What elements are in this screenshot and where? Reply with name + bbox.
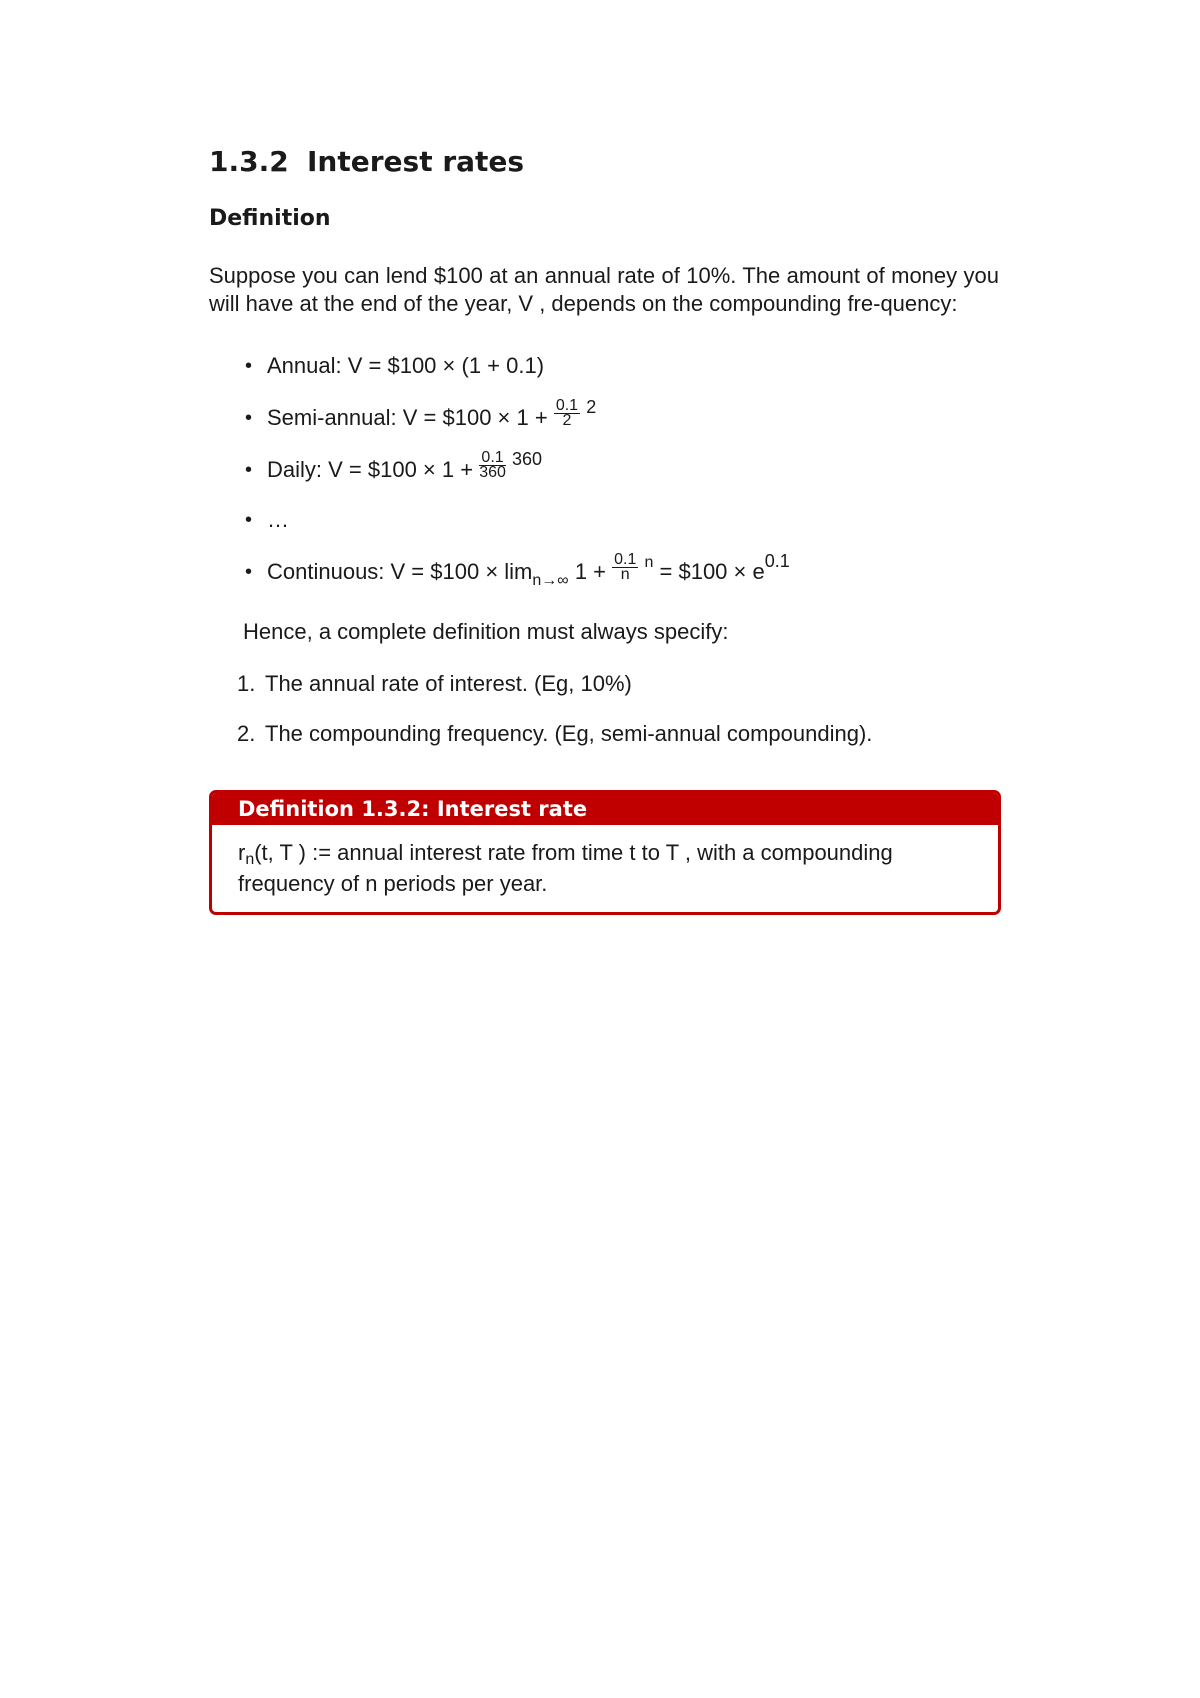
continuous-power: n: [644, 554, 654, 571]
semi-annual-formula: Semi-annual: V = $100 × 1 +: [267, 405, 554, 430]
fraction-denominator: n: [620, 565, 630, 583]
definition-box: [209, 790, 1001, 915]
continuous-fraction: [612, 550, 638, 583]
section-title: Interest rates: [307, 145, 525, 178]
section-heading: [209, 140, 999, 184]
section-number: 1.3.2: [209, 145, 289, 178]
fraction-numerator: 0.1: [555, 396, 579, 414]
rate-symbol: r: [238, 840, 246, 865]
rate-symbol-subscript: n: [245, 851, 255, 868]
list-item-daily: [245, 448, 999, 484]
bullet-icon: •: [245, 509, 253, 531]
document-page: [209, 140, 999, 915]
daily-formula: Daily: V = $100 × 1 +: [267, 457, 480, 482]
fraction-denominator: 2: [562, 411, 572, 429]
item-text: The annual rate of interest. (Eg, 10%): [265, 671, 632, 696]
daily-exponent: 360: [512, 449, 543, 469]
subheading-definition: Definition: [209, 206, 331, 231]
list-item-semi-annual: [245, 396, 999, 432]
semi-annual-fraction: [554, 396, 580, 429]
continuous-formula: Continuous: V = $100 × lim: [267, 559, 533, 584]
limit-subscript: n→∞: [532, 572, 569, 589]
list-item: [237, 670, 999, 698]
definition-box-body: [212, 825, 998, 912]
list-item-ellipsis: [245, 506, 999, 534]
compounding-list: [209, 352, 999, 589]
intro-paragraph: Suppose you can lend $100 at an annual rate of 10%. The amount of money you will have at the end of the year, V , depends on the compounding fre-quency:: [209, 263, 999, 316]
annual-formula: Annual: V = $100 × (1 + 0.1): [267, 353, 545, 378]
item-number: 2.: [237, 721, 256, 746]
definition-text: (t, T ) := annual interest rate from time t to T , with a compounding frequency of n periods per year.: [238, 840, 893, 896]
bullet-icon: •: [245, 355, 253, 377]
fraction-numerator: 0.1: [479, 451, 506, 466]
daily-fraction: [479, 448, 506, 481]
bullet-icon: •: [245, 407, 253, 429]
continuous-middle: 1 +: [568, 559, 613, 584]
fraction-numerator: 0.1: [614, 550, 637, 568]
definition-box-title: Definition 1.3.2: Interest rate: [212, 793, 998, 825]
ellipsis-text: …: [267, 507, 289, 532]
item-text: The compounding frequency. (Eg, semi-annual compounding).: [265, 721, 873, 746]
bullet-icon: •: [245, 459, 253, 481]
item-number: 1.: [237, 671, 256, 696]
list-item-annual: [245, 352, 999, 380]
continuous-tail: = $100 × e: [653, 559, 765, 584]
semi-annual-exponent: 2: [586, 397, 597, 417]
list-item: [237, 720, 999, 748]
bullet-icon: •: [245, 561, 253, 583]
list-item-continuous: [245, 550, 999, 589]
hence-paragraph: Hence, a complete definition must always specify:: [243, 619, 729, 644]
requirements-list: [209, 670, 999, 748]
fraction-denominator: 360: [479, 463, 506, 481]
continuous-exponent: 0.1: [764, 551, 790, 571]
